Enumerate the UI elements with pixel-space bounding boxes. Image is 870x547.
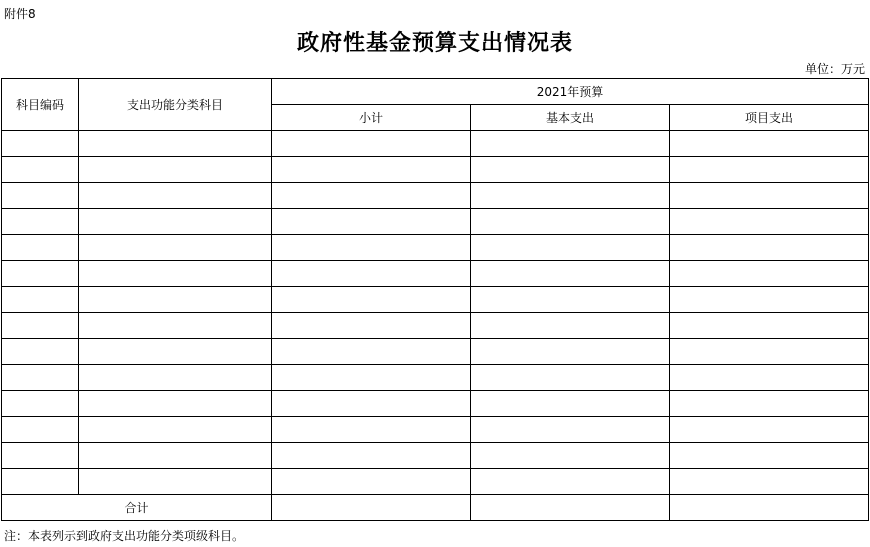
table-row — [2, 261, 869, 287]
cell-subtotal[interactable] — [272, 339, 471, 365]
cell-subject-code[interactable] — [2, 261, 79, 287]
cell-basic-expense[interactable] — [471, 443, 670, 469]
cell-basic-expense[interactable] — [471, 209, 670, 235]
cell-subject-code[interactable] — [2, 131, 79, 157]
cell-subtotal[interactable] — [272, 469, 471, 495]
table-row — [2, 339, 869, 365]
cell-subtotal[interactable] — [272, 183, 471, 209]
footnote: 注：本表列示到政府支出功能分类项级科目。 — [4, 529, 245, 543]
header-subject-code: 科目编码 — [2, 79, 79, 131]
cell-subject-name[interactable] — [79, 417, 272, 443]
cell-subject-code[interactable] — [2, 443, 79, 469]
unit-label: 单位：万元 — [804, 62, 865, 76]
cell-basic-expense[interactable] — [471, 339, 670, 365]
cell-subtotal[interactable] — [272, 235, 471, 261]
cell-subject-name[interactable] — [79, 261, 272, 287]
table-row — [2, 131, 869, 157]
cell-subtotal[interactable] — [272, 287, 471, 313]
table-row — [2, 183, 869, 209]
cell-subtotal[interactable] — [272, 443, 471, 469]
header-project-expense: 项目支出 — [670, 105, 869, 131]
cell-subject-code[interactable] — [2, 417, 79, 443]
cell-project-expense[interactable] — [670, 391, 869, 417]
cell-basic-expense[interactable] — [471, 157, 670, 183]
cell-subject-code[interactable] — [2, 339, 79, 365]
cell-subject-name[interactable] — [79, 131, 272, 157]
cell-basic-expense[interactable] — [471, 287, 670, 313]
cell-subject-code[interactable] — [2, 183, 79, 209]
budget-table — [1, 78, 869, 521]
cell-project-expense[interactable] — [670, 443, 869, 469]
table-row — [2, 235, 869, 261]
total-row — [2, 495, 869, 521]
cell-project-expense[interactable] — [670, 131, 869, 157]
cell-subject-name[interactable] — [79, 443, 272, 469]
cell-subject-name[interactable] — [79, 209, 272, 235]
cell-subject-code[interactable] — [2, 469, 79, 495]
cell-subject-name[interactable] — [79, 339, 272, 365]
total-basic-expense[interactable] — [471, 495, 670, 521]
total-label: 合计 — [2, 495, 272, 521]
cell-basic-expense[interactable] — [471, 469, 670, 495]
table-row — [2, 469, 869, 495]
cell-subtotal[interactable] — [272, 417, 471, 443]
cell-subtotal[interactable] — [272, 313, 471, 339]
table-row — [2, 157, 869, 183]
table-row — [2, 391, 869, 417]
cell-basic-expense[interactable] — [471, 313, 670, 339]
table-row — [2, 417, 869, 443]
cell-project-expense[interactable] — [670, 287, 869, 313]
table-row — [2, 443, 869, 469]
cell-subject-name[interactable] — [79, 235, 272, 261]
table-row — [2, 313, 869, 339]
cell-subject-code[interactable] — [2, 391, 79, 417]
cell-subject-name[interactable] — [79, 365, 272, 391]
cell-basic-expense[interactable] — [471, 365, 670, 391]
cell-subject-code[interactable] — [2, 287, 79, 313]
header-basic-expense: 基本支出 — [471, 105, 670, 131]
cell-subject-code[interactable] — [2, 209, 79, 235]
cell-project-expense[interactable] — [670, 313, 869, 339]
attachment-label: 附件8 — [4, 7, 36, 21]
cell-subject-code[interactable] — [2, 313, 79, 339]
cell-basic-expense[interactable] — [471, 391, 670, 417]
cell-project-expense[interactable] — [670, 417, 869, 443]
page-title: 政府性基金预算支出情况表 — [296, 30, 573, 56]
cell-project-expense[interactable] — [670, 209, 869, 235]
cell-subject-name[interactable] — [79, 469, 272, 495]
cell-project-expense[interactable] — [670, 157, 869, 183]
cell-basic-expense[interactable] — [471, 235, 670, 261]
cell-subtotal[interactable] — [272, 365, 471, 391]
total-subtotal[interactable] — [272, 495, 471, 521]
table-row — [2, 287, 869, 313]
cell-subject-name[interactable] — [79, 391, 272, 417]
cell-subtotal[interactable] — [272, 131, 471, 157]
total-project-expense[interactable] — [670, 495, 869, 521]
cell-basic-expense[interactable] — [471, 183, 670, 209]
cell-subtotal[interactable] — [272, 391, 471, 417]
cell-project-expense[interactable] — [670, 183, 869, 209]
cell-project-expense[interactable] — [670, 469, 869, 495]
cell-project-expense[interactable] — [670, 339, 869, 365]
cell-subject-name[interactable] — [79, 183, 272, 209]
cell-subtotal[interactable] — [272, 157, 471, 183]
cell-subject-code[interactable] — [2, 365, 79, 391]
cell-subject-name[interactable] — [79, 157, 272, 183]
cell-project-expense[interactable] — [670, 235, 869, 261]
header-row-1 — [2, 79, 869, 105]
cell-project-expense[interactable] — [670, 365, 869, 391]
table-row — [2, 365, 869, 391]
cell-project-expense[interactable] — [670, 261, 869, 287]
cell-subject-name[interactable] — [79, 313, 272, 339]
cell-subject-code[interactable] — [2, 157, 79, 183]
cell-basic-expense[interactable] — [471, 261, 670, 287]
cell-subtotal[interactable] — [272, 261, 471, 287]
cell-subtotal[interactable] — [272, 209, 471, 235]
header-budget-group: 2021年预算 — [272, 79, 869, 105]
table-row — [2, 209, 869, 235]
cell-basic-expense[interactable] — [471, 131, 670, 157]
cell-subject-name[interactable] — [79, 287, 272, 313]
header-subject-name: 支出功能分类科目 — [79, 79, 272, 131]
cell-basic-expense[interactable] — [471, 417, 670, 443]
cell-subject-code[interactable] — [2, 235, 79, 261]
header-subtotal: 小计 — [272, 105, 471, 131]
